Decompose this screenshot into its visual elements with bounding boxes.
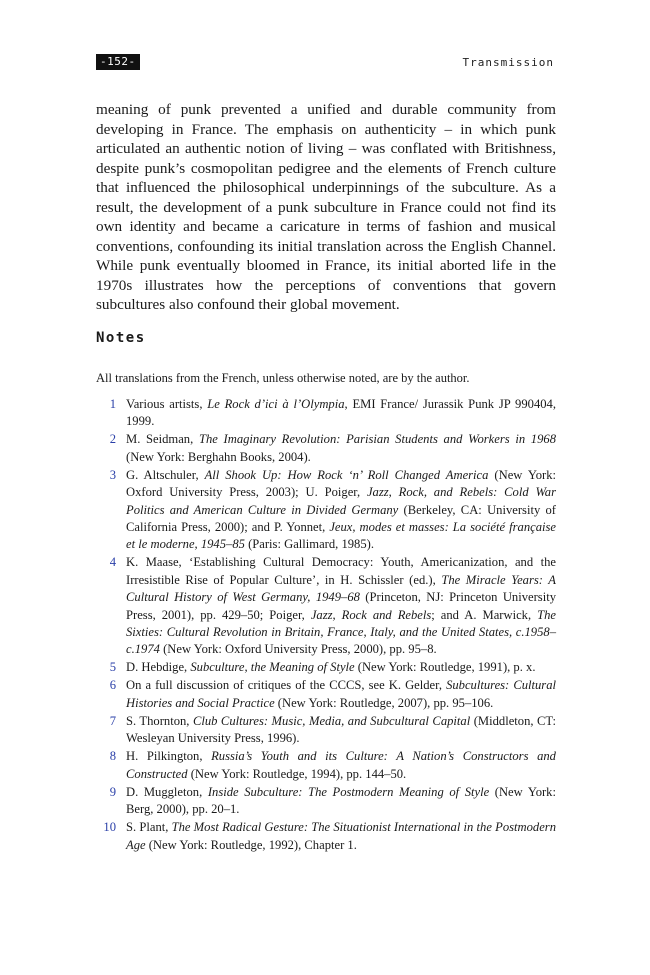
cited-title: The Sixties: Cultural Revolution in Britain, France, Italy, and the United States, c.1958–c.1974 [126, 607, 557, 657]
footnote-text: (New York: Routledge, 1991), p. x. [354, 660, 536, 675]
footnote [96, 467, 556, 554]
cited-title: The Most Radical Gesture: The Situationist International in the Postmodern Age [126, 820, 556, 852]
footnote-number[interactable]: 7 [109, 713, 116, 728]
cited-title: Jazz, Rock and Rebels [310, 607, 432, 622]
footnote-text: M. Seidman, [126, 432, 199, 447]
footnote-text: (New York: Oxford University Press, 2000), pp. 95–8. [159, 642, 437, 657]
cited-title: Subculture, the Meaning of Style [190, 660, 355, 675]
running-header: Transmission [462, 56, 554, 69]
footnote [96, 554, 556, 658]
notes-intro: All translations from the French, unless otherwise noted, are by the author. [96, 371, 470, 385]
cited-title: The Imaginary Revolution: Parisian Students and Workers in 1968 [198, 432, 556, 447]
footnote-number[interactable]: 9 [109, 784, 116, 799]
cited-title: Russia’s Youth and its Culture: A Nation’s Constructors and Constructed [126, 749, 556, 781]
footnote-text: (New York: Berg, 2000), pp. 20–1. [126, 784, 556, 817]
footnote-text: On a full discussion of critiques of the CCCS, see K. Gelder, [126, 678, 447, 693]
footnote-number[interactable]: 3 [109, 467, 116, 482]
footnote-number[interactable]: 4 [109, 555, 116, 570]
footnote-text: G. Altschuler, [126, 467, 205, 482]
cited-title: Subcultures: Cultural Histories and Social Practice [126, 678, 557, 710]
footnote [96, 748, 556, 783]
body-paragraph: meaning of punk prevented a unified and durable community from developing in France. The emphasis on authenticity – in which punk articulated an authentic notion of living – was conflated with Britishness, despite punk’s cosmopolitan pedigree and the elements of French culture that influenced the philosophical underpinnings of the subculture. As a result, the development of a punk subculture in France could not find its own identity and became a caricature in terms of fashion and musical conventions, confounding its initial translation across the English Channel. While punk eventually bloomed in France, its initial aborted life in the 1970s illustrates how the perceptions of conventions that govern subcultures also confound their global movement. [96, 101, 556, 313]
footnote-text: (New York: Routledge, 2007), pp. 95–106. [274, 695, 494, 710]
footnote-number[interactable]: 8 [109, 749, 116, 764]
cited-title: Club Cultures: Music, Media, and Subcultural Capital [192, 713, 471, 728]
footnote [96, 431, 556, 466]
footnote-number[interactable]: 5 [109, 660, 116, 675]
cited-title: All Shook Up: How Rock ‘n’ Roll Changed America [204, 467, 489, 482]
footnote-text: (Berkeley, CA: University of California Press, 2000); and P. Yonnet, [126, 502, 556, 535]
footnote [96, 713, 556, 748]
footnote-text: (Princeton, NJ: Princeton University Press, 2001), pp. 429–50; Poiger, [126, 590, 556, 622]
cited-title: Jazz, Rock, and Rebels: Cold War Politics and American Culture in Divided Germany [126, 485, 556, 517]
notes-heading: Notes [96, 330, 146, 346]
footnote-text: K. Maase, ‘Establishing Cultural Democracy: Youth, Americanization, and the Irresistible Rise of Popular Culture’, in H. Schissler (ed.), [126, 555, 556, 587]
footnote [96, 677, 556, 712]
footnote [96, 659, 556, 676]
footnote-text: (Paris: Gallimard, 1985). [244, 537, 374, 552]
footnote [96, 784, 556, 819]
footnote-text: H. Pilkington, [126, 749, 212, 764]
footnote-text: (New York: Routledge, 1992), Chapter 1. [145, 837, 357, 852]
footnote-text: (Middleton, CT: Wesleyan University Press, 1996). [126, 713, 556, 746]
footnote-text: (New York: Oxford University Press, 2003); U. Poiger, [126, 467, 556, 500]
footnote [96, 819, 556, 854]
footnote-text: , EMI France/ Jurassik Punk JP 990404, 1999. [126, 397, 556, 429]
footnote-number[interactable]: 1 [109, 397, 116, 411]
footnote-text: ; and A. Marwick, [431, 607, 538, 622]
cited-title: Jeux, modes et masses: La société française et le moderne, 1945–85 [126, 520, 557, 552]
footnote [96, 396, 556, 431]
footnote-text: D. Hebdige, [126, 660, 191, 675]
cited-title: Inside Subculture: The Postmodern Meaning of Style [207, 784, 490, 799]
footnote-text: (New York: Berghahn Books, 2004). [126, 449, 311, 464]
footnote-text: S. Plant, [126, 820, 172, 835]
footnote-text: Various artists, [126, 397, 208, 411]
notes-list [96, 396, 556, 855]
cited-title: Le Rock d’ici à l’Olympia [207, 397, 345, 411]
footnote-number[interactable]: 6 [109, 678, 116, 693]
footnote-text: D. Muggleton, [126, 784, 208, 799]
footnote-number[interactable]: 10 [103, 820, 116, 835]
footnote-number[interactable]: 2 [109, 432, 116, 447]
cited-title: The Miracle Years: A Cultural History of West Germany, 1949–68 [126, 572, 556, 605]
page-number: -152- [96, 54, 140, 70]
footnote-text: (New York: Routledge, 1994), pp. 144–50. [187, 766, 407, 781]
footnote-text: S. Thornton, [126, 713, 193, 728]
